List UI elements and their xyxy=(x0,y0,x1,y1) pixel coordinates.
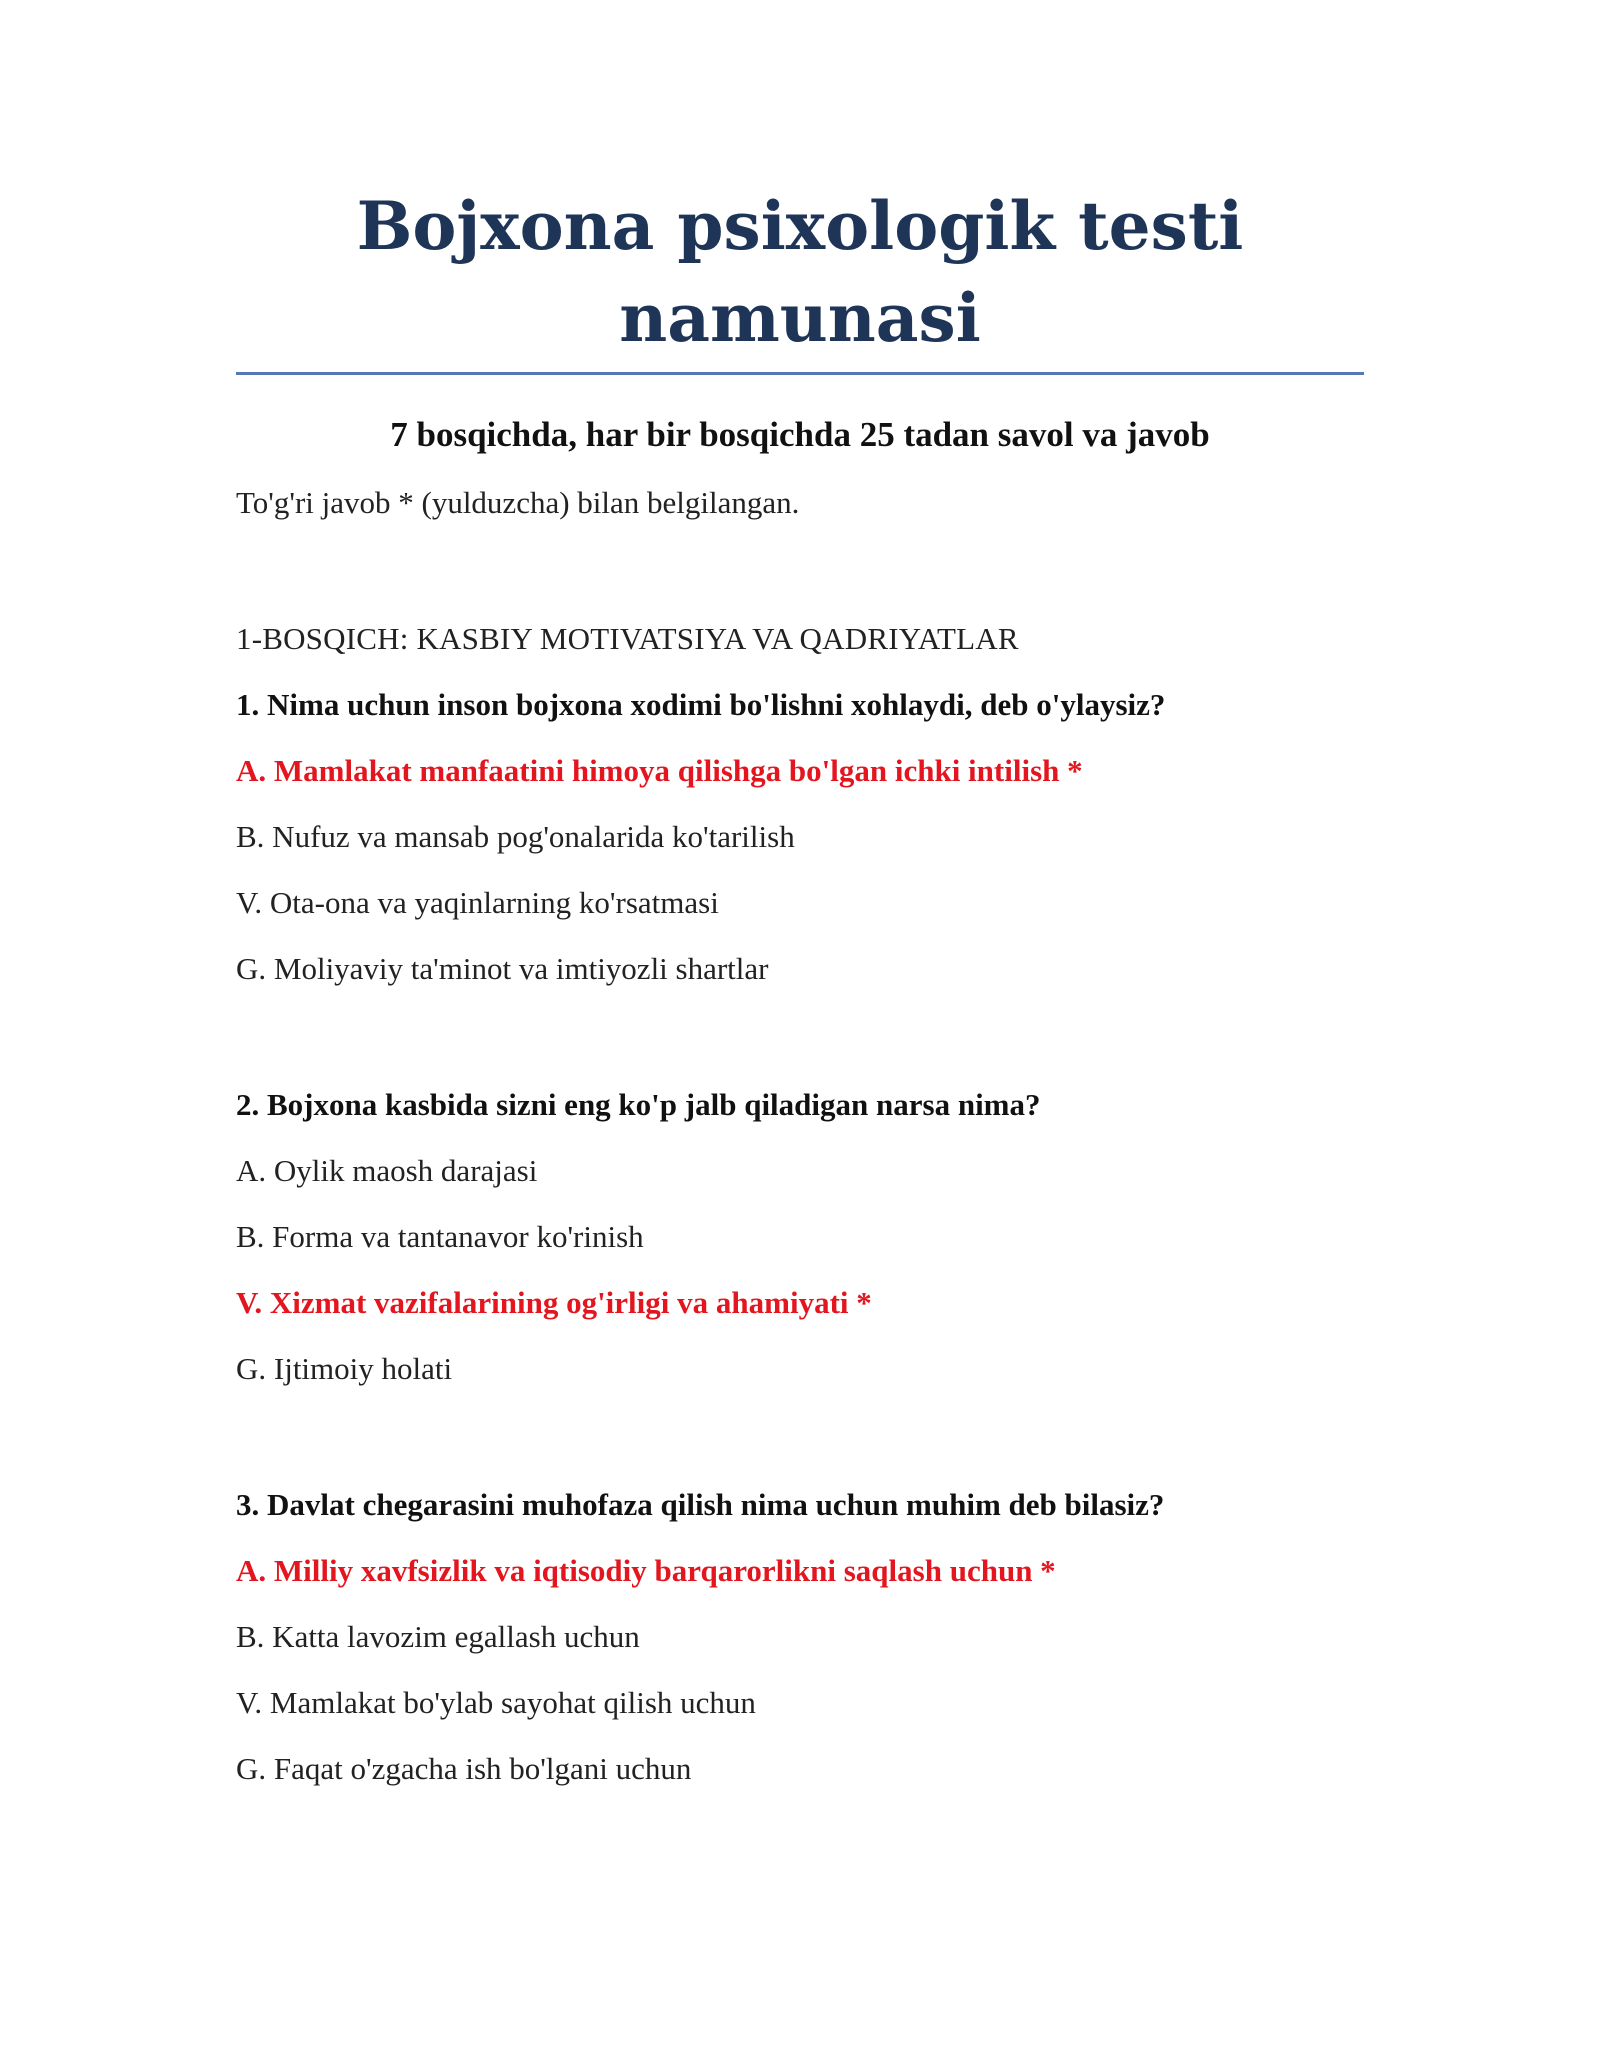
question-text: 3. Davlat chegarasini muhofaza qilish nima uchun muhim deb bilasiz? xyxy=(236,1487,1165,1522)
option-list xyxy=(236,1153,1364,1387)
document-page xyxy=(236,180,1364,1787)
option-item: G. Moliyaviy ta'minot va imtiyozli shartlar xyxy=(236,951,769,986)
title-divider xyxy=(236,372,1364,375)
question-block xyxy=(236,1487,1364,1787)
question-text: 1. Nima uchun inson bojxona xodimi bo'lishni xohlaydi, deb o'ylaysiz? xyxy=(236,687,1166,722)
option-item-correct: V. Xizmat vazifalarining og'irligi va ahamiyati * xyxy=(236,1285,872,1320)
option-item: V. Mamlakat bo'ylab sayohat qilish uchun xyxy=(236,1685,756,1720)
question-text: 2. Bojxona kasbida sizni eng ko'p jalb qiladigan narsa nima? xyxy=(236,1087,1041,1122)
page-subtitle: 7 bosqichda, har bir bosqichda 25 tadan savol va javob xyxy=(390,415,1210,454)
option-item: B. Forma va tantanavor ko'rinish xyxy=(236,1219,644,1254)
question-list xyxy=(236,687,1364,1787)
question-block xyxy=(236,1087,1364,1387)
section-heading: 1-BOSQICH: KASBIY MOTIVATSIYA VA QADRIYATLAR xyxy=(236,621,1019,656)
option-item: G. Ijtimoiy holati xyxy=(236,1351,453,1386)
option-item: V. Ota-ona va yaqinlarning ko'rsatmasi xyxy=(236,885,719,920)
option-item: A. Oylik maosh darajasi xyxy=(236,1153,538,1188)
option-list xyxy=(236,1553,1364,1787)
option-list xyxy=(236,753,1364,987)
option-item: B. Katta lavozim egallash uchun xyxy=(236,1619,640,1654)
option-item-correct: A. Milliy xavfsizlik va iqtisodiy barqarorlikni saqlash uchun * xyxy=(236,1553,1056,1588)
option-item-correct: A. Mamlakat manfaatini himoya qilishga bo'lgan ichki intilish * xyxy=(236,753,1083,788)
question-block xyxy=(236,687,1364,987)
page-title: Bojxona psixologik testi namunasi xyxy=(356,187,1244,357)
option-item: B. Nufuz va mansab pog'onalarida ko'tarilish xyxy=(236,819,795,854)
answer-key-note: To'g'ri javob * (yulduzcha) bilan belgilangan. xyxy=(236,485,800,520)
option-item: G. Faqat o'zgacha ish bo'lgani uchun xyxy=(236,1751,692,1786)
